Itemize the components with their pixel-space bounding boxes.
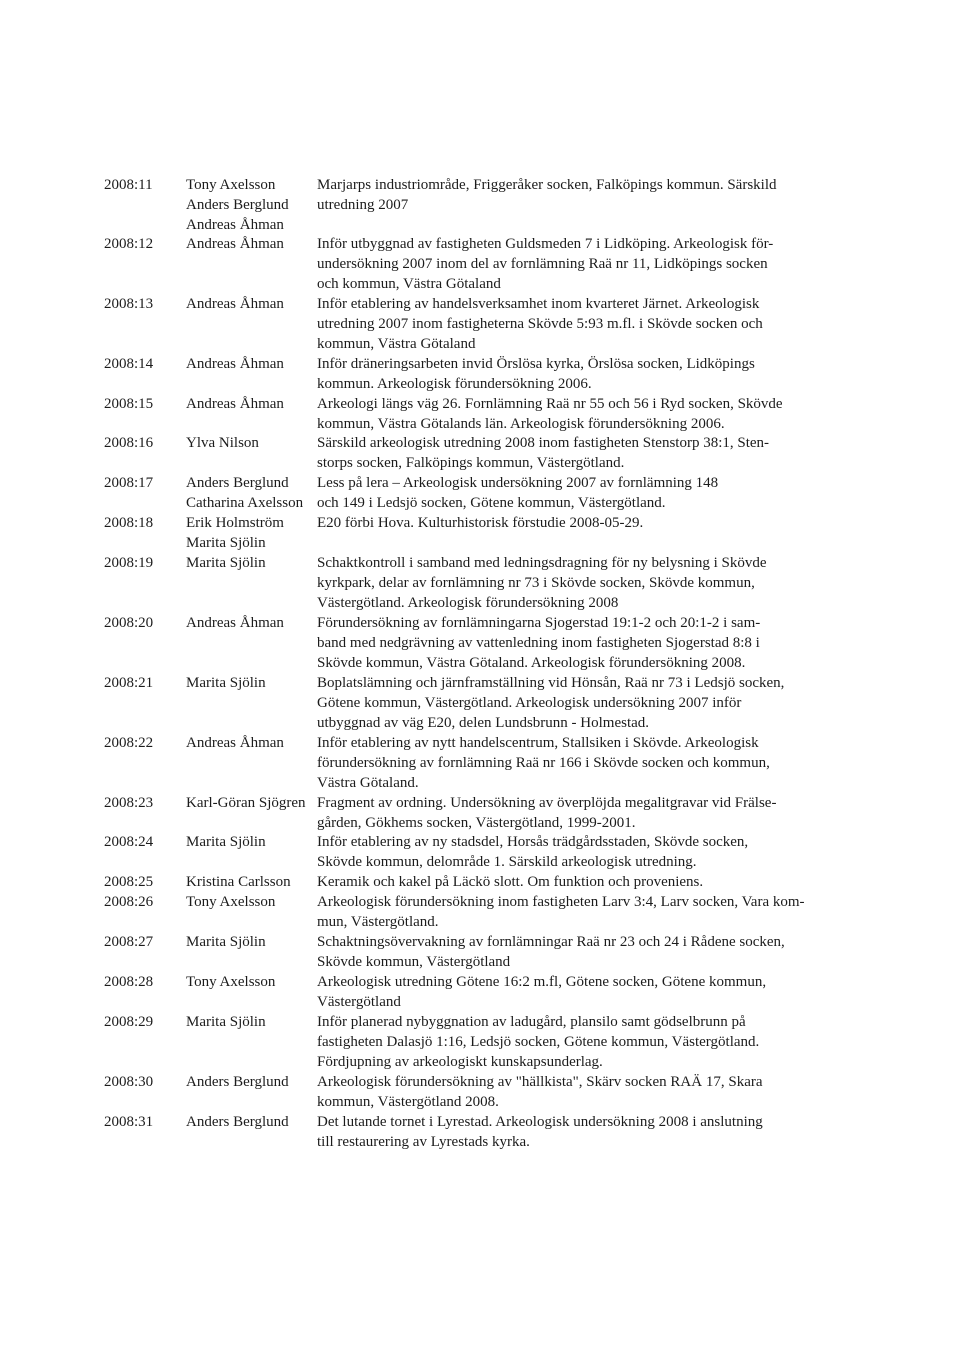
report-authors (186, 972, 318, 992)
description-line: Inför etablering av handelsverksamhet inom kvarteret Järnet. Arkeologisk (317, 296, 760, 312)
report-authors (186, 932, 318, 952)
description-line: Arkeologisk förundersökning inom fastigheten Larv 3:4, Larv socken, Vara kom- (317, 894, 805, 910)
description-line: Särskild arkeologisk utredning 2008 inom fastigheten Stenstorp 38:1, Sten- (317, 435, 770, 451)
author-name: Marita Sjölin (186, 535, 266, 551)
description-line: Arkeologisk utredning Götene 16:2 m.fl, Götene socken, Götene kommun, (317, 974, 767, 990)
report-number: 2008:26 (104, 894, 154, 910)
report-description (317, 354, 832, 394)
description-line: kommun, Västra Götalands län. Arkeologisk förundersökning 2006. (317, 416, 725, 432)
author-name: Anders Berglund (186, 475, 289, 491)
report-number: 2008:30 (104, 1074, 154, 1090)
report-number: 2008:17 (104, 475, 154, 491)
author-name: Catharina Axelsson (186, 495, 304, 511)
report-description (317, 433, 832, 473)
description-line: Förundersökning av fornlämningarna Sjogerstad 19:1-2 och 20:1-2 i sam- (317, 615, 761, 631)
author-name: Anders Berglund (186, 197, 289, 213)
report-description (317, 932, 832, 972)
description-line: till restaurering av Lyrestads kyrka. (317, 1134, 530, 1150)
description-line: Västra Götaland. (317, 775, 419, 791)
report-description (317, 1112, 832, 1152)
report-number: 2008:21 (104, 675, 154, 691)
description-line: Arkeologi längs väg 26. Fornlämning Raä nr 55 och 56 i Ryd socken, Skövde (317, 396, 783, 412)
report-authors (186, 433, 318, 453)
description-line: Fördjupning av arkeologiskt kunskapsunderlag. (317, 1054, 603, 1070)
description-line: Skövde kommun, Västergötland (317, 954, 511, 970)
description-line: Skövde kommun, Västra Götaland. Arkeologisk förundersökning 2008. (317, 655, 746, 671)
author-name: Anders Berglund (186, 1114, 289, 1130)
description-line: E20 förbi Hova. Kulturhistorisk förstudie 2008-05-29. (317, 515, 644, 531)
description-line: Boplatslämning och järnframställning vid Hönsån, Raä nr 73 i Ledsjö socken, (317, 675, 785, 691)
description-line: Inför planerad nybyggnation av ladugård, plansilo samt gödselbrunn på (317, 1014, 746, 1030)
report-authors (186, 294, 318, 314)
report-authors (186, 613, 318, 633)
report-authors (186, 234, 318, 254)
description-line: Schaktningsövervakning av fornlämningar Raä nr 23 och 24 i Rådene socken, (317, 934, 785, 950)
report-number: 2008:31 (104, 1114, 154, 1130)
report-authors (186, 892, 318, 912)
report-description (317, 972, 832, 1012)
description-line: kommun, Västergötland 2008. (317, 1094, 499, 1110)
report-number: 2008:11 (104, 177, 153, 193)
report-authors (186, 473, 318, 513)
report-authors (186, 832, 318, 852)
report-number: 2008:18 (104, 515, 154, 531)
report-number: 2008:23 (104, 795, 154, 811)
author-name: Marita Sjölin (186, 675, 266, 691)
description-line: förundersökning av fornlämning Raä nr 166 i Skövde socken och kommun, (317, 755, 770, 771)
author-name: Andreas Åhman (186, 735, 284, 751)
report-number: 2008:27 (104, 934, 154, 950)
report-description (317, 892, 832, 932)
author-name: Tony Axelsson (186, 177, 276, 193)
description-line: gården, Gökhems socken, Västergötland, 1999-2001. (317, 815, 636, 831)
report-description (317, 1072, 832, 1112)
report-authors (186, 1012, 318, 1032)
description-line: undersökning 2007 inom del av fornlämning Raä nr 11, Lidköpings socken (317, 256, 768, 272)
author-name: Andreas Åhman (186, 615, 284, 631)
author-name: Andreas Åhman (186, 356, 284, 372)
author-name: Marita Sjölin (186, 834, 266, 850)
report-number: 2008:16 (104, 435, 154, 451)
report-number: 2008:28 (104, 974, 154, 990)
author-name: Marita Sjölin (186, 934, 266, 950)
report-description (317, 872, 832, 892)
report-number: 2008:24 (104, 834, 154, 850)
report-authors (186, 394, 318, 414)
report-authors (186, 553, 318, 573)
author-name: Kristina Carlsson (186, 874, 291, 890)
report-authors (186, 673, 318, 693)
description-line: fastigheten Dalasjö 1:16, Ledsjö socken, Götene kommun, Västergötland. (317, 1034, 760, 1050)
description-line: kommun. Arkeologisk förundersökning 2006. (317, 376, 592, 392)
report-description (317, 793, 832, 833)
report-authors (186, 733, 318, 753)
author-name: Andreas Åhman (186, 396, 284, 412)
report-number: 2008:13 (104, 296, 154, 312)
report-description (317, 394, 832, 434)
report-description (317, 832, 832, 872)
report-authors (186, 513, 318, 553)
description-line: Skövde kommun, delområde 1. Särskild arkeologisk utredning. (317, 854, 697, 870)
report-authors (186, 1112, 318, 1132)
description-line: storps socken, Falköpings kommun, Västergötland. (317, 455, 625, 471)
report-authors (186, 872, 318, 892)
report-number: 2008:19 (104, 555, 154, 571)
description-line: Schaktkontroll i samband med ledningsdragning för ny belysning i Skövde (317, 555, 767, 571)
description-line: utredning 2007 inom fastigheterna Skövde 5:93 m.fl. i Skövde socken och (317, 316, 763, 332)
description-line: och 149 i Ledsjö socken, Götene kommun, Västergötland. (317, 495, 666, 511)
description-line: och kommun, Västra Götaland (317, 276, 501, 292)
report-description (317, 234, 832, 294)
report-number: 2008:14 (104, 356, 154, 372)
author-name: Andreas Åhman (186, 217, 284, 233)
author-name: Andreas Åhman (186, 296, 284, 312)
description-line: Inför utbyggnad av fastigheten Guldsmeden 7 i Lidköping. Arkeologisk för- (317, 236, 774, 252)
description-line: mun, Västergötland. (317, 914, 439, 930)
report-description (317, 733, 832, 793)
author-name: Tony Axelsson (186, 894, 276, 910)
report-description (317, 613, 832, 673)
report-description (317, 294, 832, 354)
report-number: 2008:29 (104, 1014, 154, 1030)
report-description (317, 175, 832, 215)
author-name: Marita Sjölin (186, 1014, 266, 1030)
report-number: 2008:15 (104, 396, 154, 412)
report-number: 2008:22 (104, 735, 154, 751)
description-line: Det lutande tornet i Lyrestad. Arkeologisk undersökning 2008 i anslutning (317, 1114, 763, 1130)
description-line: utbyggnad av väg E20, delen Lundsbrunn - Holmestad. (317, 715, 650, 731)
author-name: Erik Holmström (186, 515, 284, 531)
report-description (317, 553, 832, 613)
description-line: kommun, Västra Götaland (317, 336, 476, 352)
description-line: Inför dräneringsarbeten invid Örslösa kyrka, Örslösa socken, Lidköpings (317, 356, 755, 372)
report-number: 2008:25 (104, 874, 154, 890)
author-name: Ylva Nilson (186, 435, 259, 451)
description-line: Västergötland (317, 994, 401, 1010)
author-name: Andreas Åhman (186, 236, 284, 252)
description-line: Arkeologisk förundersökning av "hällkista", Skärv socken RAÄ 17, Skara (317, 1074, 763, 1090)
description-line: utredning 2007 (317, 197, 409, 213)
description-line: band med nedgrävning av vattenledning inom fastigheten Sjogerstad 8:8 i (317, 635, 760, 651)
report-number: 2008:12 (104, 236, 154, 252)
description-line: Fragment av ordning. Undersökning av överplöjda megalitgravar vid Frälse- (317, 795, 777, 811)
author-name: Tony Axelsson (186, 974, 276, 990)
description-line: Götene kommun, Västergötland. Arkeologisk undersökning 2007 inför (317, 695, 742, 711)
report-description (317, 473, 832, 513)
description-line: Inför etablering av nytt handelscentrum, Stallsiken i Skövde. Arkeologisk (317, 735, 759, 751)
description-line: Less på lera – Arkeologisk undersökning 2007 av fornlämning 148 (317, 475, 719, 491)
author-name: Marita Sjölin (186, 555, 266, 571)
report-description (317, 513, 832, 533)
report-number: 2008:20 (104, 615, 154, 631)
report-authors (186, 793, 318, 813)
description-line: Keramik och kakel på Läckö slott. Om funktion och proveniens. (317, 874, 704, 890)
report-authors (186, 1072, 318, 1092)
description-line: Västergötland. Arkeologisk förundersökning 2008 (317, 595, 619, 611)
report-description (317, 1012, 832, 1072)
author-name: Karl-Göran Sjögren (186, 795, 306, 811)
report-description (317, 673, 832, 733)
description-line: Marjarps industriområde, Friggeråker socken, Falköpings kommun. Särskild (317, 177, 777, 193)
author-name: Anders Berglund (186, 1074, 289, 1090)
description-line: kyrkpark, delar av fornlämning nr 73 i Skövde socken, Skövde kommun, (317, 575, 755, 591)
description-line: Inför etablering av ny stadsdel, Horsås trädgårdsstaden, Skövde socken, (317, 834, 749, 850)
report-authors (186, 175, 318, 235)
report-authors (186, 354, 318, 374)
